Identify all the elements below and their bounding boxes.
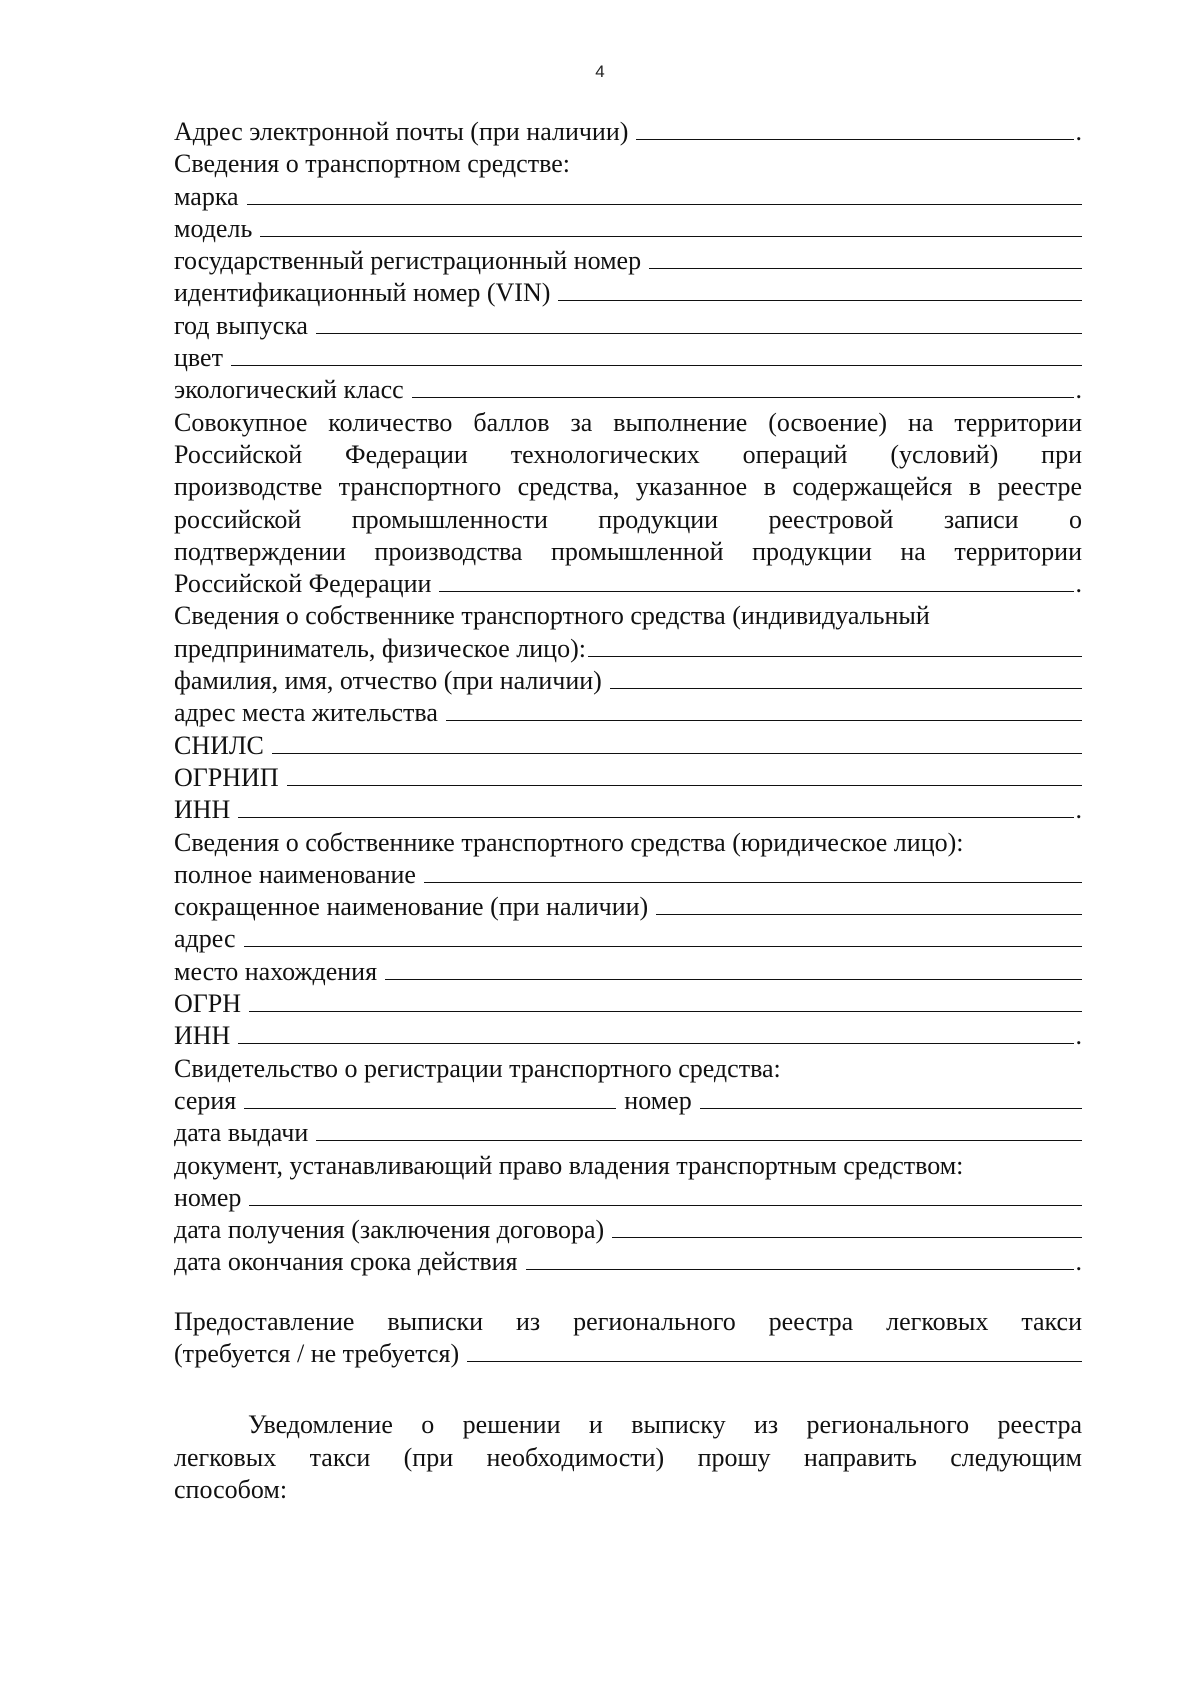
ogrnip-row [174,762,1082,794]
color-label: цвет [174,343,223,373]
ogrn-field[interactable] [249,991,1082,1012]
receipt-date-field[interactable] [612,1217,1082,1238]
snils-row [174,730,1082,762]
vin-row [174,277,1082,309]
year-row [174,310,1082,342]
extract-field[interactable] [467,1341,1082,1362]
eco-class-row [174,374,1082,406]
short-name-field[interactable] [656,894,1082,915]
full-name-field[interactable] [424,862,1082,883]
page-number: 4 [595,62,605,81]
owner-individual-label: предприниматель, физическое лицо): [174,633,586,663]
snils-label: СНИЛС [174,730,264,760]
inn-legal-end: . [1075,1021,1082,1051]
issue-date-label: дата выдачи [174,1118,309,1148]
owner-individual-heading: Сведения о собственнике транспортного средства (индивидуальный [174,601,930,631]
short-name-row [174,891,1082,923]
ogrn-label: ОГРН [174,989,242,1019]
points-text-line-4: российской промышленности продукции реестровой записи о [174,504,1082,534]
full-name-row [174,859,1082,891]
series-field[interactable] [244,1088,616,1109]
color-row [174,342,1082,374]
cert-number-field[interactable] [700,1088,1082,1109]
location-field[interactable] [385,959,1082,980]
extract-label: (требуется / не требуется) [174,1338,460,1368]
series-label: серия [174,1085,237,1115]
series-number-row [174,1085,1082,1117]
points-field[interactable] [439,571,1073,592]
fio-row [174,665,1082,697]
model-field[interactable] [260,216,1082,237]
email-row [174,116,1082,148]
brand-label: марка [174,181,239,211]
ownership-doc-heading: документ, устанавливающий право владения транспортным средством: [174,1150,964,1180]
year-field[interactable] [316,313,1082,334]
inn-individual-row [174,794,1082,826]
brand-row [174,181,1082,213]
inn-legal-label: ИНН [174,1021,231,1051]
residence-row [174,697,1082,729]
expiry-date-row [174,1246,1082,1278]
inn-individual-field[interactable] [238,797,1073,818]
ownership-number-label: номер [174,1182,242,1212]
reg-number-field[interactable] [649,248,1082,269]
owner-individual-row [174,633,1082,665]
vin-field[interactable] [558,280,1082,301]
expiry-date-field[interactable] [526,1249,1074,1270]
points-label: Российской Федерации [174,569,432,599]
color-field[interactable] [231,345,1082,366]
points-text-line-1: Совокупное количество баллов за выполнение (освоение) на территории [174,407,1082,437]
full-name-label: полное наименование [174,859,416,889]
inn-individual-end: . [1075,795,1082,825]
eco-class-end: . [1075,375,1082,405]
legal-address-label: адрес [174,924,236,954]
legal-address-field[interactable] [244,926,1083,947]
notification-text-line-2: легковых такси (при необходимости) прошу направить следующим [174,1442,1082,1472]
year-label: год выпуска [174,310,308,340]
owner-individual-field[interactable] [588,636,1082,657]
expiry-date-label: дата окончания срока действия [174,1247,518,1277]
points-text-line-2: Российской Федерации технологических операций (условий) при [174,439,1082,469]
receipt-date-label: дата получения (заключения договора) [174,1215,605,1245]
issue-date-row [174,1117,1082,1149]
extract-text-line-1: Предоставление выписки из регионального реестра легковых такси [174,1306,1082,1336]
points-text-line-3: производстве транспортного средства, указанное в содержащейся в реестре [174,472,1082,502]
model-label: модель [174,213,253,243]
ogrn-row [174,988,1082,1020]
model-row [174,213,1082,245]
inn-legal-row [174,1020,1082,1052]
receipt-date-row [174,1214,1082,1246]
residence-field[interactable] [446,700,1082,721]
expiry-date-end: . [1075,1247,1082,1277]
fio-field[interactable] [610,668,1082,689]
legal-address-row [174,923,1082,955]
residence-label: адрес места жительства [174,698,438,728]
location-label: место нахождения [174,956,378,986]
eco-class-field[interactable] [412,377,1074,398]
owner-legal-heading: Сведения о собственнике транспортного средства (юридическое лицо): [174,827,964,857]
application-form [174,116,1082,1506]
inn-individual-label: ИНН [174,795,231,825]
location-row [174,956,1082,988]
notification-text-line-1: Уведомление о решении и выписку из регионального реестра [248,1410,1082,1440]
points-end: . [1075,569,1082,599]
vin-label: идентификационный номер (VIN) [174,278,551,308]
reg-number-label: государственный регистрационный номер [174,246,642,276]
ownership-number-row [174,1182,1082,1214]
extract-row [174,1338,1082,1370]
email-label: Адрес электронной почты (при наличии) [174,117,629,146]
points-row [174,568,1082,600]
vehicle-heading: Сведения о транспортном средстве: [174,149,570,179]
points-text-line-5: подтверждении производства промышленной продукции на территории [174,536,1082,566]
ogrnip-field[interactable] [287,765,1082,786]
fio-label: фамилия, имя, отчество (при наличии) [174,666,602,696]
email-end: . [1075,117,1082,146]
snils-field[interactable] [272,733,1082,754]
inn-legal-field[interactable] [238,1023,1073,1044]
eco-class-label: экологический класс [174,375,404,405]
registration-cert-heading: Свидетельство о регистрации транспортного средства: [174,1053,781,1083]
ownership-number-field[interactable] [249,1185,1082,1206]
email-field[interactable] [636,119,1073,140]
short-name-label: сокращенное наименование (при наличии) [174,892,649,922]
issue-date-field[interactable] [316,1120,1082,1141]
brand-field[interactable] [247,184,1082,205]
cert-number-label: номер [624,1085,692,1115]
ogrnip-label: ОГРНИП [174,762,279,792]
notification-text-line-3: способом: [174,1474,288,1504]
reg-number-row [174,245,1082,277]
